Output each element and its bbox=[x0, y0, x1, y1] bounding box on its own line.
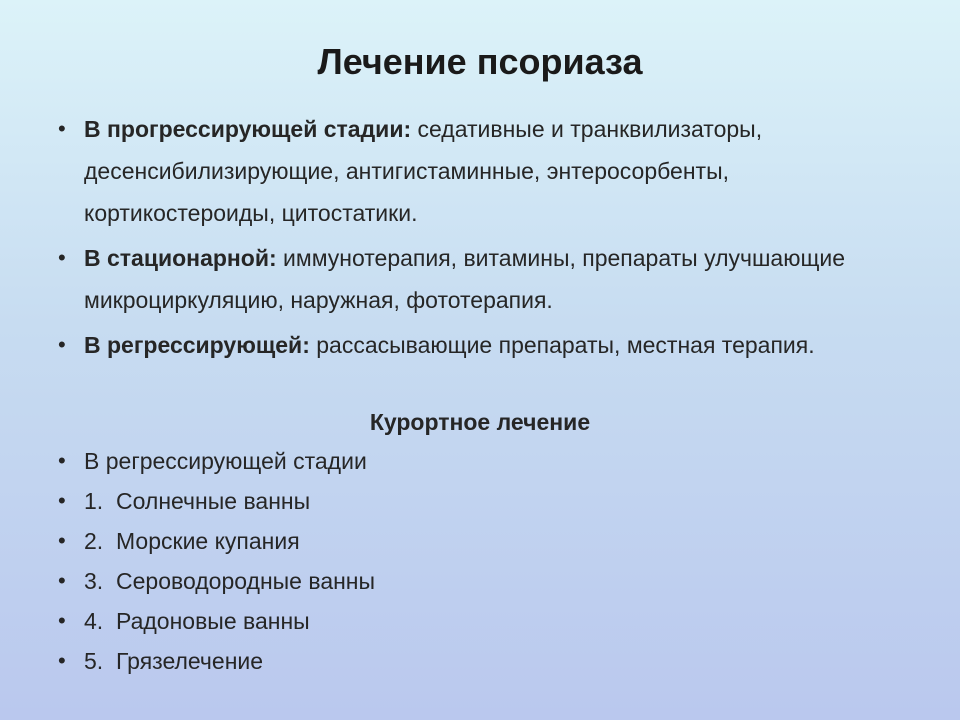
stage-text: иммунотерапия, витамины, препараты улучшающие микроциркуляцию, наружная, фототерапия. bbox=[84, 245, 846, 313]
item-text: Морские купания bbox=[116, 528, 300, 554]
stage-text: рассасывающие препараты, местная терапия. bbox=[309, 332, 815, 358]
stage-lead: В прогрессирующей стадии: bbox=[84, 116, 412, 142]
list-item bbox=[56, 641, 916, 681]
list-item bbox=[56, 561, 916, 601]
list-item bbox=[56, 601, 916, 641]
bullet-icon: • bbox=[58, 245, 66, 270]
resort-intro bbox=[56, 441, 916, 481]
bullet-icon: • bbox=[58, 332, 66, 357]
item-number: 2. bbox=[84, 528, 104, 554]
bullet-icon: • bbox=[58, 568, 66, 593]
resort-heading: Курортное лечение bbox=[369, 409, 591, 435]
resort-intro-text: В регрессирующей стадии bbox=[84, 448, 367, 474]
treatment-stages-list bbox=[56, 108, 916, 369]
list-item bbox=[56, 521, 916, 561]
bullet-icon: • bbox=[58, 488, 66, 513]
list-item bbox=[56, 481, 916, 521]
item-text: Сероводородные ванны bbox=[116, 568, 376, 594]
resort-list bbox=[56, 441, 916, 681]
slide-title: Лечение псориаза bbox=[317, 41, 643, 82]
item-text: Грязелечение bbox=[116, 648, 264, 674]
item-text: Радоновые ванны bbox=[116, 608, 310, 634]
bullet-icon: • bbox=[58, 448, 66, 473]
item-number: 5. bbox=[84, 648, 104, 674]
stage-lead: В стационарной: bbox=[84, 245, 277, 271]
stage-text: седативные и транквилизаторы, десенсибилизирующие, антигистаминные, энтеросорбенты, кортикостероиды, цитостатики. bbox=[84, 116, 763, 226]
bullet-icon: • bbox=[58, 648, 66, 673]
item-text: Солнечные ванны bbox=[116, 488, 311, 514]
bullet-icon: • bbox=[58, 116, 66, 141]
stage-lead: В регрессирующей: bbox=[84, 332, 310, 358]
bullet-icon: • bbox=[58, 528, 66, 553]
item-number: 3. bbox=[84, 568, 104, 594]
stage-item-progressive bbox=[56, 108, 916, 234]
item-number: 4. bbox=[84, 608, 104, 634]
stage-item-stationary bbox=[56, 237, 916, 321]
bullet-icon: • bbox=[58, 608, 66, 633]
item-number: 1. bbox=[84, 488, 104, 514]
stage-item-regressive bbox=[56, 324, 916, 366]
